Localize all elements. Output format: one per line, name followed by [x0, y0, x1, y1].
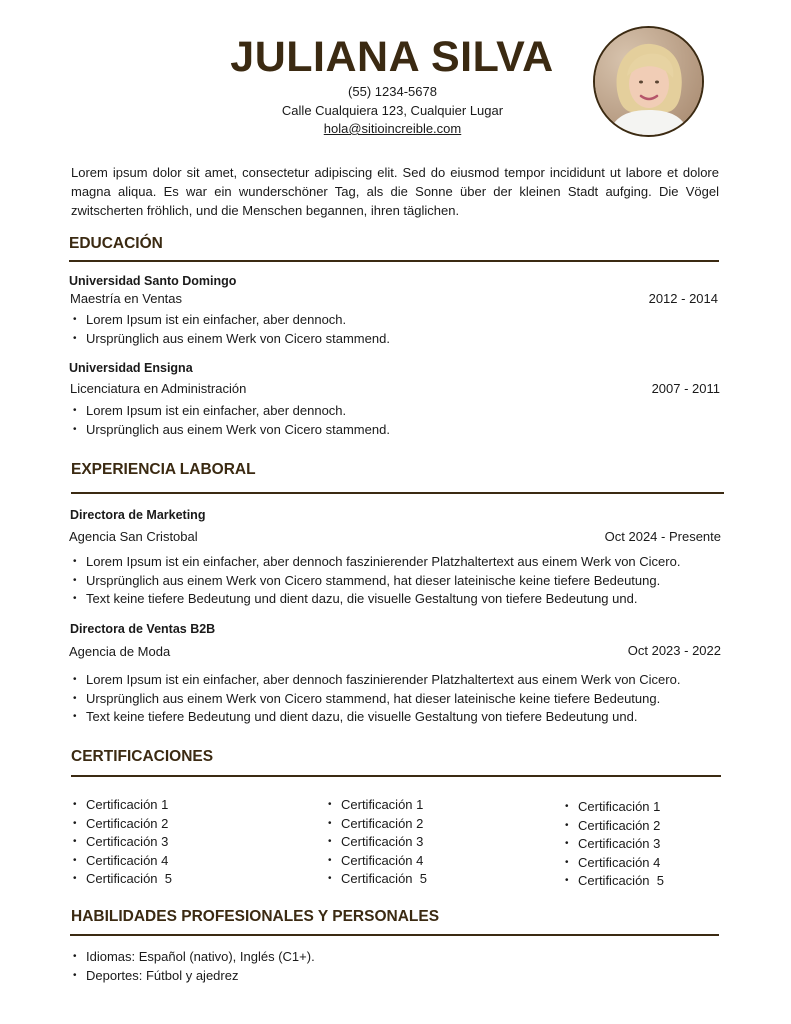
list-item: • Certificación 1 — [70, 796, 172, 815]
certifications-column-1 — [70, 796, 172, 889]
list-item: • Lorem Ipsum ist ein einfacher, aber dennoch. — [70, 402, 390, 421]
phone-number: (55) 1234-5678 — [348, 84, 437, 99]
certifications-column-3 — [562, 798, 664, 891]
certifications-divider — [71, 775, 721, 777]
certifications-column-2 — [325, 796, 427, 889]
list-item: • Certificación 3 — [562, 835, 664, 854]
job-bullets — [70, 553, 680, 609]
skills-list — [70, 948, 315, 985]
list-item: • Ursprünglich aus einem Werk von Cicero stammend, hat dieser lateinische keine tiefere Bedeutung. — [70, 690, 680, 709]
address: Calle Cualquiera 123, Cualquier Lugar — [281, 103, 504, 118]
list-item: • Lorem Ipsum ist ein einfacher, aber dennoch faszinierender Platzhaltertext aus einem Werk von Cicero. — [70, 553, 680, 572]
list-item: • Text keine tiefere Bedeutung und dient dazu, die visuelle Gestaltung von tiefere Bedeutung und. — [70, 708, 680, 727]
email-link[interactable]: hola@sitioincreible.com — [323, 121, 462, 136]
education-degree: Licenciatura en Administración — [70, 381, 247, 396]
list-item: • Idiomas: Español (nativo), Inglés (C1+). — [70, 948, 315, 967]
list-item: • Lorem Ipsum ist ein einfacher, aber dennoch faszinierender Platzhaltertext aus einem Werk von Cicero. — [70, 671, 680, 690]
education-bullets — [70, 311, 390, 348]
list-item: • Lorem Ipsum ist ein einfacher, aber dennoch. — [70, 311, 390, 330]
profile-photo-image — [595, 28, 702, 135]
education-bullets — [70, 402, 390, 439]
list-item: • Ursprünglich aus einem Werk von Cicero stammend, hat dieser lateinische keine tiefere Bedeutung. — [70, 572, 680, 591]
job-company: Agencia de Moda — [69, 644, 171, 659]
education-degree: Maestría en Ventas — [70, 291, 183, 306]
list-item: • Deportes: Fútbol y ajedrez — [70, 967, 315, 986]
list-item: • Certificación 4 — [325, 852, 427, 871]
list-item: • Certificación 1 — [562, 798, 664, 817]
list-item: • Certificación 4 — [562, 854, 664, 873]
list-item: • Certificación 5 — [325, 870, 427, 889]
job-title: Directora de Marketing — [70, 508, 206, 522]
list-item: • Certificación 4 — [70, 852, 172, 871]
certifications-heading: CERTIFICACIONES — [71, 748, 214, 765]
profile-photo — [593, 26, 704, 137]
profile-summary: Lorem ipsum dolor sit amet, consectetur adipiscing elit. Sed do eiusmod tempor incididunt ut labore et dolore magna aliqua. Es war ein wunderschöner Tag, als die Sonne über der kleinen Stadt aufging. Die Vögel zwitscherten fröhlich, und die Menschen begannen, ihren täglichen. — [71, 165, 719, 218]
job-bullets — [70, 671, 680, 727]
list-item: • Certificación 3 — [70, 833, 172, 852]
education-heading: EDUCACIÓN — [69, 235, 163, 252]
candidate-name: JULIANA SILVA — [230, 33, 554, 81]
job-dates: Oct 2024 - Presente — [604, 529, 721, 544]
list-item: • Text keine tiefere Bedeutung und dient dazu, die visuelle Gestaltung von tiefere Bedeutung und. — [70, 590, 680, 609]
skills-divider — [70, 934, 719, 936]
job-dates: Oct 2023 - 2022 — [627, 643, 721, 658]
list-item: • Certificación 5 — [70, 870, 172, 889]
education-dates: 2007 - 2011 — [651, 381, 720, 396]
experience-heading: EXPERIENCIA LABORAL — [71, 461, 256, 478]
list-item: • Ursprünglich aus einem Werk von Cicero stammend. — [70, 330, 390, 349]
education-dates: 2012 - 2014 — [648, 291, 718, 306]
list-item: • Certificación 1 — [325, 796, 427, 815]
skills-heading: HABILIDADES PROFESIONALES Y PERSONALES — [71, 908, 440, 925]
job-title: Directora de Ventas B2B — [70, 622, 216, 636]
experience-divider — [71, 492, 724, 494]
list-item: • Ursprünglich aus einem Werk von Cicero stammend. — [70, 421, 390, 440]
education-divider — [69, 260, 719, 262]
list-item: • Certificación 2 — [325, 815, 427, 834]
list-item: • Certificación 2 — [562, 817, 664, 836]
education-institution: Universidad Santo Domingo — [69, 274, 237, 288]
education-institution: Universidad Ensigna — [69, 361, 193, 375]
list-item: • Certificación 2 — [70, 815, 172, 834]
job-company: Agencia San Cristobal — [69, 529, 198, 544]
list-item: • Certificación 5 — [562, 872, 664, 891]
list-item: • Certificación 3 — [325, 833, 427, 852]
